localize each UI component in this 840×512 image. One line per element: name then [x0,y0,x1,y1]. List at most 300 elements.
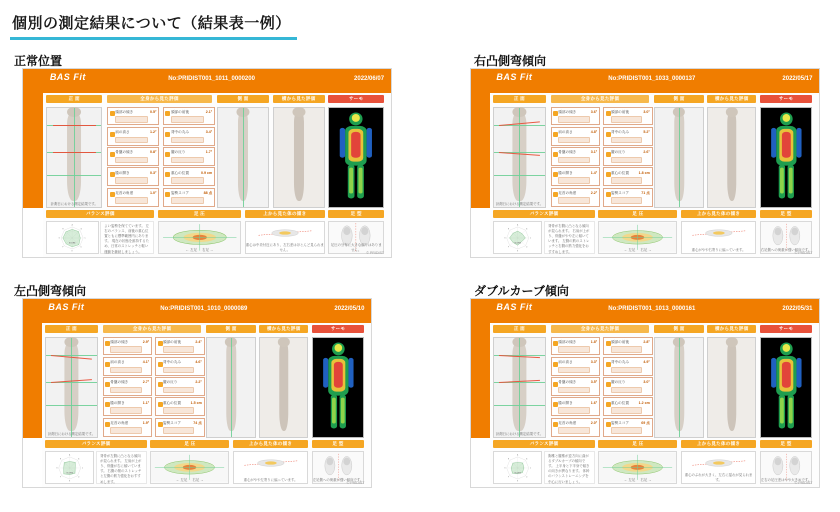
metric-name: 骨盤の傾き [558,150,577,155]
metric-bar [171,116,204,122]
report-card-3[interactable] [470,298,820,488]
knee-line [494,405,545,406]
metric-value: 2.7° [142,380,150,385]
svg-text:SCORE: SCORE [69,242,76,245]
svg-text:B: B [526,229,528,231]
metric-bar [171,177,204,183]
side-posture-photo [654,107,703,208]
balance-radar-panel [493,451,542,484]
report-card-2[interactable] [22,298,372,488]
metric-row[interactable] [107,167,159,186]
metric-row[interactable] [155,337,204,356]
metric-row[interactable] [551,167,600,186]
sole-pressure-panel [598,221,677,254]
section-title-thermo: サーモ [328,95,384,103]
metric-row[interactable] [551,337,600,356]
foot-shape-panel [328,221,384,254]
section-title-side: 側 面 [206,325,255,333]
front-posture-photo [493,107,546,208]
metric-row[interactable] [551,127,600,146]
report-accent-bar [471,299,490,487]
side-posture-photo [217,107,269,208]
svg-text:D: D [526,247,528,249]
vertical-plumb-line [519,338,520,437]
metric-value: 4.6° [195,360,202,365]
section-title-side-caption: 横から見た評価 [707,325,756,333]
metric-row[interactable] [551,188,600,207]
metric-value: 1.7° [205,150,213,155]
side-reference-photo [259,337,308,438]
section-title-side-caption: 横から見た評価 [259,325,308,333]
section-title-thermo: サーモ [760,95,813,103]
radar-chart [494,222,541,253]
metric-name: 足首の角度 [115,191,134,196]
front-photo-caption: 計測日における測定結果です。 [495,201,543,206]
side-plumb-line [231,338,232,437]
metric-bar [110,387,141,393]
front-posture-photo [493,337,546,438]
body-silhouette-side-ref [727,341,736,430]
metric-row[interactable] [551,147,600,166]
metric-row[interactable] [155,418,204,437]
metric-bar [611,157,642,163]
side-reference-photo [707,107,756,208]
svg-text:B: B [526,459,528,461]
metric-bar [558,367,589,373]
svg-text:E: E [69,481,71,483]
svg-text:E: E [71,251,73,253]
metric-value: 3.0° [643,109,650,114]
metric-bar [115,116,148,122]
report-header [43,69,391,93]
metric-name: 頭部の傾き [558,339,577,344]
section-title-sole-caption: 上から見た体の傾き [233,440,309,448]
metric-row[interactable] [603,188,652,207]
metric-name: 肩の高さ [558,130,573,135]
vertical-plumb-line [74,108,75,207]
svg-text:B: B [81,229,83,231]
sole-pressure-caption: ← 左足 右足 → [185,247,214,252]
metric-row[interactable] [551,397,600,416]
shoulder-tilt-line [53,125,96,126]
pelvis-tilt-line [53,152,96,153]
svg-text:F: F [62,247,64,249]
metric-bar [611,137,642,143]
metric-bar [611,367,642,373]
section-title-side: 側 面 [217,95,269,103]
svg-text:A: A [517,455,519,457]
thermal-panel [760,337,813,438]
balance-note-panel [245,221,325,254]
metric-row[interactable] [551,107,600,126]
report-body [490,93,819,257]
brand-logo: BAS Fit [496,72,533,83]
metric-name: 膝の開き [558,400,573,405]
svg-text:F: F [508,247,510,249]
section-title-sole-caption: 上から見た体の傾き [681,440,757,448]
report-date: 2022/05/31 [782,306,813,313]
section-title-balance: バランス評価 [45,440,147,448]
panel-label-3: ダブルカーブ傾向 [474,284,569,298]
metric-bar [558,407,589,413]
metric-icon [110,132,115,137]
sole-pressure-caption: ← 左足 右足 → [624,247,652,252]
metric-value: 1.5 cm [190,400,202,405]
radar-chart [46,452,93,483]
metric-row[interactable] [551,377,600,396]
comment-panel [100,221,154,254]
metric-value: 1.0° [150,191,157,196]
footer-brand: © PRIDIST [794,481,813,486]
comment-text: 胸椎と腰椎が逆方向に曲がるダブルカーブの傾向です。 上半身と下半身で傾きの向きが異なります。 体幹のバランストレーニングを中心に行いましょう。 [548,454,590,484]
metric-name: 骨盤の傾き [115,150,134,155]
section-title-sole: 足 圧 [158,210,242,218]
metric-bar [558,346,589,352]
metric-name: 骨盤の傾き [110,380,129,385]
front-photo-caption: 計測日における測定結果です。 [495,431,543,436]
metric-row[interactable] [155,397,204,416]
metric-row[interactable] [603,418,652,437]
comment-text: 背骨が左側に凸となる傾向が見られます。 左肩が上がり、骨盤が右に傾いています。 右側の筋のストレッチと左側の筋力強化をおすすめします。 [100,454,142,484]
side-posture-photo [654,337,703,438]
metric-name: 腰の反り [162,380,178,385]
metric-name: 腰の反り [610,150,626,155]
footer-brand: © PRIDIST [366,251,385,256]
metric-row[interactable] [603,147,652,166]
metric-bar [171,157,204,163]
metric-bar [558,157,589,163]
thermal-panel [328,107,384,208]
metric-row[interactable] [603,127,652,146]
metric-icon [110,111,115,116]
metric-name: 頭部の前後 [610,109,629,114]
report-header [42,299,371,323]
metric-bar [110,407,141,413]
svg-text:G: G [504,238,506,240]
section-title-balance: バランス評価 [46,210,154,218]
metric-row[interactable] [551,418,600,437]
svg-text:E: E [517,251,519,253]
metric-name: 頭部の傾き [558,109,577,114]
side-plumb-line [243,108,244,207]
metric-value: 3.1° [590,150,598,155]
head-silhouette-side-ref [292,107,305,118]
metric-name: 背中の丸み [162,360,181,365]
section-title-front: 正 面 [493,325,546,333]
side-posture-photo [206,337,255,438]
metric-row[interactable] [603,107,652,126]
thermal-image [761,108,812,207]
metric-bar [558,197,589,203]
metric-value: 2.4° [195,339,202,344]
metric-row[interactable] [103,337,152,356]
metric-row[interactable] [103,377,152,396]
section-title-front: 正 面 [46,95,102,103]
metric-bar [611,197,642,203]
side-plumb-line [679,338,680,437]
page-title: 個別の測定結果について（結果表一例） [10,10,297,40]
svg-text:SCORE: SCORE [514,242,522,245]
metric-name: 重心の位置 [610,170,629,175]
svg-text:H: H [60,459,62,461]
metric-value: 0.8° [150,150,157,155]
report-accent-bar [471,69,490,257]
metric-value: 71 点 [641,191,650,196]
metric-value: 2.2° [195,380,202,385]
metric-name: 頭部の前後 [162,339,181,344]
metric-value: 2.8° [643,339,650,344]
svg-text:G: G [58,238,61,240]
svg-text:A: A [71,225,73,227]
balance-radar-panel [493,221,542,254]
metric-name: 重心の位置 [162,400,181,405]
svg-text:H: H [62,229,64,231]
metric-value: 2.2° [590,191,598,196]
metric-value: 1.9° [142,421,150,426]
svg-text:SCORE: SCORE [514,472,522,475]
report-header [490,69,819,93]
section-title-sole: 足 圧 [150,440,229,448]
side-reference-photo [273,107,325,208]
metric-name: 重心の位置 [610,400,629,405]
metric-icon [165,192,170,197]
metric-value: 0.9 cm [200,170,213,175]
metric-row[interactable] [163,107,215,126]
comment-panel [544,221,595,254]
section-title-sole-caption: 上から見た体の傾き [245,210,325,218]
footer-brand: © PRIDIST [794,251,813,256]
section-title-thermo: サーモ [312,325,365,333]
front-posture-photo [45,337,98,438]
metric-name: 重心の位置 [170,170,189,175]
metric-row[interactable] [103,357,152,376]
thermal-image [761,338,812,437]
svg-text:D: D [78,477,80,479]
brand-logo: BAS Fit [49,72,86,83]
metric-name: 姿勢スコア [162,421,181,426]
metric-bar [558,387,589,393]
metric-value: 1.2° [150,130,157,135]
metric-value: 4.9° [643,360,650,365]
metric-value: 3.4° [205,130,213,135]
metric-row[interactable] [163,147,215,166]
metric-name: 腰の反り [170,150,186,155]
svg-text:B: B [78,459,80,461]
metric-name: 背中の丸み [610,360,629,365]
metric-value: 3.3° [590,360,598,365]
report-id: No:PRIDIST001_1010_0000089 [160,306,248,313]
front-photo-caption: 計測日における測定結果です。 [50,201,98,206]
metric-name: 背中の丸み [610,130,629,135]
svg-text:A: A [517,225,519,227]
balance-note-text: 重心がやや左寄りに偏っています。 [243,477,298,482]
metric-bar [171,137,204,143]
vertical-plumb-line [71,338,72,437]
sole-pressure-caption: ← 左足 右足 → [176,477,204,482]
metric-bar [163,367,194,373]
section-title-side: 側 面 [654,95,703,103]
metric-value: 4.8° [590,130,598,135]
metric-value: 2.6° [643,150,650,155]
svg-text:SCORE: SCORE [66,472,74,475]
metric-row[interactable] [163,127,215,146]
sole-pressure-panel [150,451,229,484]
metric-name: 肩の高さ [115,130,130,135]
metric-row[interactable] [107,107,159,126]
metric-row[interactable] [107,127,159,146]
section-title-side: 側 面 [654,325,703,333]
metric-icon [165,152,170,157]
section-title-items: 全身から見た評価 [551,325,650,333]
report-card-0[interactable] [22,68,392,258]
foot-shape-panel [760,451,813,484]
section-title-items: 全身から見た評価 [107,95,211,103]
balance-note-text: 重心は中央付近にあり、左右差はほとんど見られません。 [245,242,324,252]
metric-bar [163,407,194,413]
svg-text:D: D [81,247,83,249]
svg-text:D: D [526,477,528,479]
metric-bar [163,346,194,352]
metric-row[interactable] [163,167,215,186]
svg-text:C: C [84,238,86,240]
sole-pressure-caption: ← 左足 右足 → [624,477,652,482]
metric-bar [558,427,589,433]
foot-note-text: 足圧の分布に大きな偏りはありません。 [330,242,382,252]
metric-name: 頭部の前後 [610,339,629,344]
section-title-sole: 足 圧 [598,440,677,448]
metric-value: 2.0° [590,421,598,426]
metric-value: 69 点 [641,421,650,426]
comment-text: 背骨が右側に凸となる傾向が見られます。 右肩が上がり、骨盤がやや左に傾いています。 左側の筋のストレッチと右側の筋力強化をおすすめします。 [548,224,590,254]
section-title-front: 正 面 [45,325,98,333]
metric-row[interactable] [155,357,204,376]
section-title-sole-caption: 上から見た体の傾き [681,210,757,218]
metric-row[interactable] [155,377,204,396]
metric-name: 背中の丸み [170,130,189,135]
report-accent-bar [23,69,43,257]
tilt-diagram [682,222,756,244]
metric-name: 足首の角度 [558,421,577,426]
thermal-panel [312,337,365,438]
metric-name: 頭部の前後 [170,109,189,114]
section-title-foot: 足 型 [328,210,384,218]
metric-value: 3.5° [590,380,598,385]
head-silhouette-side-ref [726,107,738,118]
foot-shape-panel [760,221,813,254]
metric-row[interactable] [103,418,152,437]
comment-panel [96,451,147,484]
knee-line [494,175,545,176]
metric-bar [611,346,642,352]
metric-row[interactable] [163,188,215,207]
head-silhouette-side-ref [726,337,738,348]
svg-text:H: H [508,459,510,461]
thermal-panel [760,107,813,208]
metric-value: 1.4° [590,170,598,175]
metric-icon [165,172,170,177]
svg-text:H: H [508,229,510,231]
section-title-side-caption: 横から見た評価 [273,95,325,103]
metric-icon [165,132,170,137]
report-card-1[interactable] [470,68,820,258]
report-accent-bar [23,299,42,487]
report-id: No:PRIDIST001_1013_0000161 [608,306,696,313]
metric-value: 2.1° [205,109,213,114]
body-silhouette-side-ref [294,111,304,200]
report-date: 2022/06/07 [354,76,385,83]
metric-row[interactable] [603,357,652,376]
body-silhouette-side-ref [727,111,736,200]
metric-row[interactable] [107,147,159,166]
metric-value: 0.5° [150,109,157,114]
side-reference-photo [707,337,756,438]
report-date: 2022/05/10 [334,306,365,313]
metric-value: 74 点 [193,421,202,426]
section-title-foot: 足 型 [760,440,813,448]
section-title-foot: 足 型 [312,440,365,448]
metric-bar [163,427,194,433]
footer-brand: © PRIDIST [346,481,365,486]
comment-panel [544,451,595,484]
svg-text:C: C [530,468,532,470]
metric-value: 0.3° [150,170,157,175]
section-title-items: 全身から見た評価 [551,95,650,103]
metric-row[interactable] [603,167,652,186]
metric-name: 膝の開き [558,170,573,175]
metric-name: 肩の高さ [110,360,125,365]
metric-bar [558,116,589,122]
metric-bar [611,116,642,122]
balance-note-panel [681,451,757,484]
metric-name: 骨盤の傾き [558,380,577,385]
knee-line [47,175,101,176]
metric-value: 2.9° [142,339,150,344]
report-header [490,299,819,323]
metric-icon [110,152,115,157]
metric-row[interactable] [103,397,152,416]
metric-row[interactable] [603,397,652,416]
section-title-side-caption: 横から見た評価 [707,95,756,103]
section-title-balance: バランス評価 [493,210,595,218]
svg-text:E: E [517,481,519,483]
balance-radar-panel [46,221,98,254]
metric-bar [115,157,148,163]
metric-row[interactable] [603,377,652,396]
front-photo-caption: 計測日における測定結果です。 [47,431,95,436]
metric-row[interactable] [551,357,600,376]
metric-bar [110,346,141,352]
metric-row[interactable] [107,188,159,207]
metric-name: 姿勢スコア [610,421,629,426]
side-plumb-line [679,108,680,207]
svg-text:F: F [508,477,510,479]
metric-value: 1.1° [142,400,150,405]
balance-note-panel [233,451,309,484]
tilt-diagram [234,452,308,474]
svg-text:F: F [60,477,62,479]
report-body [42,323,371,487]
metric-name: 姿勢スコア [170,191,189,196]
metric-name: 腰の反り [610,380,626,385]
body-silhouette-side-ref [279,341,288,430]
metric-value: 88 点 [203,191,213,196]
balance-note-text: 重心のぶれが大きく、左右に揺れが見られます。 [684,472,753,482]
section-title-foot: 足 型 [760,210,813,218]
metric-value: 3.6° [590,109,598,114]
metric-row[interactable] [603,337,652,356]
thermal-image [329,108,383,207]
foot-note-text: 右足側への荷重が強い傾向です。 [760,247,812,252]
